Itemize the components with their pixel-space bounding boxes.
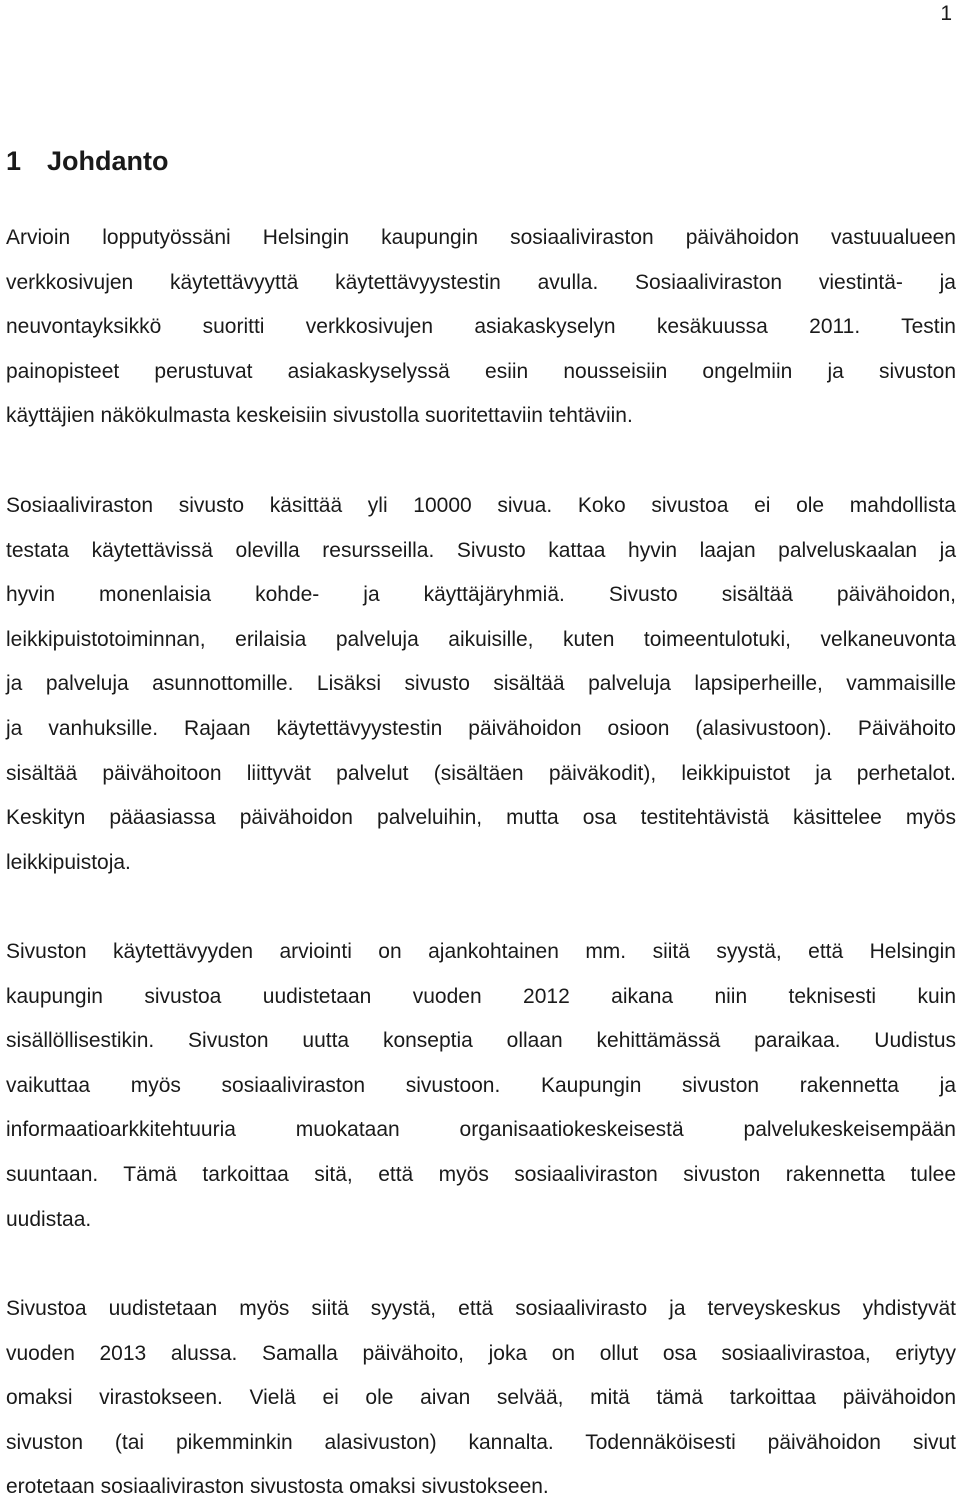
text-line: omaksi virastokseen. Vielä ei ole aivan selvää, mitä tämä tarkoittaa päivähoidon bbox=[6, 1386, 956, 1410]
text-line: Sivuston käytettävyyden arviointi on ajankohtainen mm. siitä syystä, että Helsingin bbox=[6, 940, 956, 963]
text-line: sivuston (tai pikemminkin alasivuston) kannalta. Todennäköisesti päivähoidon sivut bbox=[6, 1430, 956, 1454]
text-line: Keskityn pääasiassa päivähoidon palveluihin, mutta osa testitehtävistä käsittelee myös bbox=[6, 806, 956, 830]
text-line: kaupungin sivustoa uudistetaan vuoden 2012 aikana niin teknisesti kuin bbox=[6, 984, 956, 1008]
paragraph-1 bbox=[6, 216, 956, 439]
paragraph-3 bbox=[6, 930, 956, 1242]
page-number: 1 bbox=[940, 2, 952, 25]
chapter-title: Johdanto bbox=[47, 146, 169, 176]
text-line: neuvontayksikkö suoritti verkkosivujen asiakaskyselyn kesäkuussa 2011. Testin bbox=[6, 315, 956, 339]
text-line: informaatioarkkitehtuuria muokataan organisaatiokeskeisestä palvelukeskeisempään bbox=[6, 1118, 956, 1142]
text-line: Sivustoa uudistetaan myös siitä syystä, että sosiaalivirasto ja terveyskeskus yhdistyvät bbox=[6, 1297, 956, 1320]
chapter-number: 1 bbox=[6, 146, 22, 176]
text-line: hyvin monenlaisia kohde- ja käyttäjäryhmiä. Sivusto sisältää päivähoidon, bbox=[6, 583, 956, 607]
paragraph-4 bbox=[6, 1287, 956, 1510]
text-line: verkkosivujen käytettävyyttä käytettävyystestin avulla. Sosiaaliviraston viestintä- ja bbox=[6, 270, 956, 294]
text-line: testata käytettävissä olevilla resursseilla. Sivusto kattaa hyvin laajan palveluskaalan ja bbox=[6, 538, 956, 562]
text-line: ja vanhuksille. Rajaan käytettävyystestin päivähoidon osioon (alasivustoon). Päivähoito bbox=[6, 716, 956, 740]
text-line: erotetaan sosiaaliviraston sivustosta omaksi sivustokseen. bbox=[6, 1475, 549, 1499]
text-line: leikkipuistotoiminnan, erilaisia palveluja aikuisille, kuten toimeentulotuki, velkaneuvonta bbox=[6, 627, 956, 651]
text-line: ja palveluja asunnottomille. Lisäksi sivusto sisältää palveluja lapsiperheille, vammaisille bbox=[6, 672, 956, 696]
text-line: käyttäjien näkökulmasta keskeisiin sivustolla suoritettaviin tehtäviin. bbox=[6, 404, 633, 428]
text-line: suuntaan. Tämä tarkoittaa sitä, että myös sosiaaliviraston sivuston rakennetta tulee bbox=[6, 1162, 956, 1186]
text-line: painopisteet perustuvat asiakaskyselyssä esiin nousseisiin ongelmiin ja sivuston bbox=[6, 359, 956, 383]
text-line: vaikuttaa myös sosiaaliviraston sivustoon. Kaupungin sivuston rakennetta ja bbox=[6, 1073, 956, 1097]
text-line: Arvioin lopputyössäni Helsingin kaupungin sosiaaliviraston päivähoidon vastuualueen bbox=[6, 226, 956, 249]
paragraph-2 bbox=[6, 484, 956, 885]
text-line: vuoden 2013 alussa. Samalla päivähoito, joka on ollut osa sosiaalivirastoa, eriytyy bbox=[6, 1341, 956, 1365]
text-line: sisällöllisestikin. Sivuston uutta konseptia ollaan kehittämässä paraikaa. Uudistus bbox=[6, 1029, 956, 1053]
text-line: sisältää päivähoitoon liittyvät palvelut (sisältäen päiväkodit), leikkipuistot ja perhetalot. bbox=[6, 761, 956, 785]
text-line: uudistaa. bbox=[6, 1207, 92, 1231]
text-line: Sosiaaliviraston sivusto käsittää yli 10000 sivua. Koko sivustoa ei ole mahdollista bbox=[6, 494, 956, 517]
text-line: leikkipuistoja. bbox=[6, 850, 131, 874]
chapter-heading bbox=[6, 144, 169, 178]
